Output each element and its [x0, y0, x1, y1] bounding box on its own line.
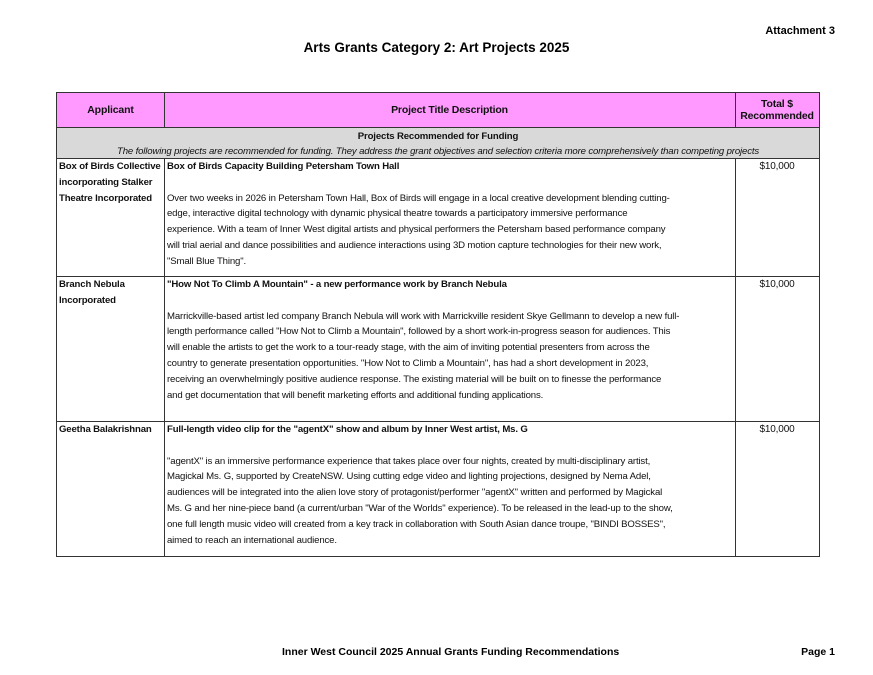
project-cell: [167, 422, 733, 548]
applicant-cell: [59, 277, 163, 309]
page-title: Arts Grants Category 2: Art Projects 2025: [303, 40, 570, 55]
applicant-line: Box of Birds Collective: [59, 161, 161, 172]
project-description-line: edge, interactive digital technology with dynamic physical theatre towards a participatory immersive performance: [167, 208, 628, 220]
section-note: The following projects are recommended for funding. They address the grant objectives and selection criteria more comprehensively than competing projects: [116, 145, 760, 157]
amount-value: $10,000: [759, 161, 795, 172]
applicant-line: Theatre Incorporated: [59, 192, 152, 204]
applicant-cell: [59, 159, 163, 206]
amount-cell: [735, 159, 819, 175]
project-description-line: Magickal Ms. G, supported by CreateNSW. Using cutting edge video and lighting projections, designed by Nema Adel,: [167, 471, 651, 483]
project-description-line: one full length music video will created from a key track in collaboration with South Asian dance troupe, "BINDI BOSSES",: [167, 518, 666, 530]
project-description-line: audiences will be integrated into the alien love story of protagonist/performer "agentX" written and performed by Magickal: [167, 487, 663, 499]
project-description-line: experience. With a team of Inner West digital artists and physical performers the Petersham based performance company: [167, 224, 666, 236]
project-title: Box of Birds Capacity Building Petersham Town Hall: [167, 161, 400, 172]
project-description-line: country to generate presentation opportunities. "How Not to Climb a Mountain", has had a short development in 2023,: [167, 357, 649, 369]
project-description-line: and get documentation that will benefit marketing efforts and additional funding applications.: [167, 389, 544, 401]
applicant-line: incorporating Stalker: [59, 176, 153, 188]
project-description-line: Over two weeks in 2026 in Petersham Town Hall, Box of Birds will engage in a local creative development blending cutting-: [167, 192, 670, 204]
header-total-line2: Recommended: [740, 110, 814, 122]
project-title: Full-length video clip for the "agentX" show and album by Inner West artist, Ms. G: [167, 424, 528, 435]
project-description-line: Marrickville-based artist led company Branch Nebula will work with Marrickville resident Skye Gellmann to develop a new full-: [167, 310, 680, 322]
header-total: [735, 93, 819, 128]
project-description-line: "agentX" is an immersive performance experience that takes place over four nights, created by multi-disciplinary artist,: [167, 455, 651, 467]
section-banner: [57, 128, 819, 158]
project-description-line: aimed to reach an international audience.: [167, 534, 337, 546]
header-project: Project Title Description: [164, 93, 735, 128]
amount-cell: [735, 277, 819, 293]
project-description-line: will enable the artists to get the work to a tour-ready stage, with the aim of inviting potential presenters from across the: [167, 342, 650, 354]
attachment-label: Attachment 3: [765, 25, 835, 37]
grants-table: [56, 92, 820, 557]
applicant-line: Incorporated: [59, 294, 116, 306]
project-description-line: will trial aerial and dance possibilities and audience interactions using 3D motion capture technologies for their new work,: [167, 239, 662, 251]
amount-value: $10,000: [759, 279, 795, 290]
page-number: Page 1: [801, 646, 835, 658]
applicant-cell: [59, 422, 163, 438]
applicant-line: Branch Nebula: [59, 279, 125, 290]
header-total-line1: Total $: [760, 98, 793, 110]
project-description-line: "Small Blue Thing".: [167, 255, 246, 267]
footer-title: Inner West Council 2025 Annual Grants Funding Recommendations: [282, 646, 620, 658]
header-applicant: Applicant: [57, 93, 164, 128]
project-cell: [167, 159, 733, 270]
project-description-line: Ms. G and her nine-piece band (a current/urban "War of the Worlds" experience). To be released in the lead-up to the show,: [167, 502, 673, 514]
applicant-line: Geetha Balakrishnan: [59, 424, 152, 435]
section-heading: Projects Recommended for Funding: [357, 131, 519, 142]
project-cell: [167, 277, 733, 403]
project-title: "How Not To Climb A Mountain" - a new performance work by Branch Nebula: [167, 279, 507, 290]
project-description-line: receiving an overwhelmingly positive audience response. The existing material will be built on to finesse the performance: [167, 373, 662, 385]
amount-value: $10,000: [759, 424, 795, 435]
amount-cell: [735, 422, 819, 438]
project-description-line: length performance called "How Not to Climb a Mountain", followed by a short work-in-progress season for audiences. This: [167, 326, 671, 338]
